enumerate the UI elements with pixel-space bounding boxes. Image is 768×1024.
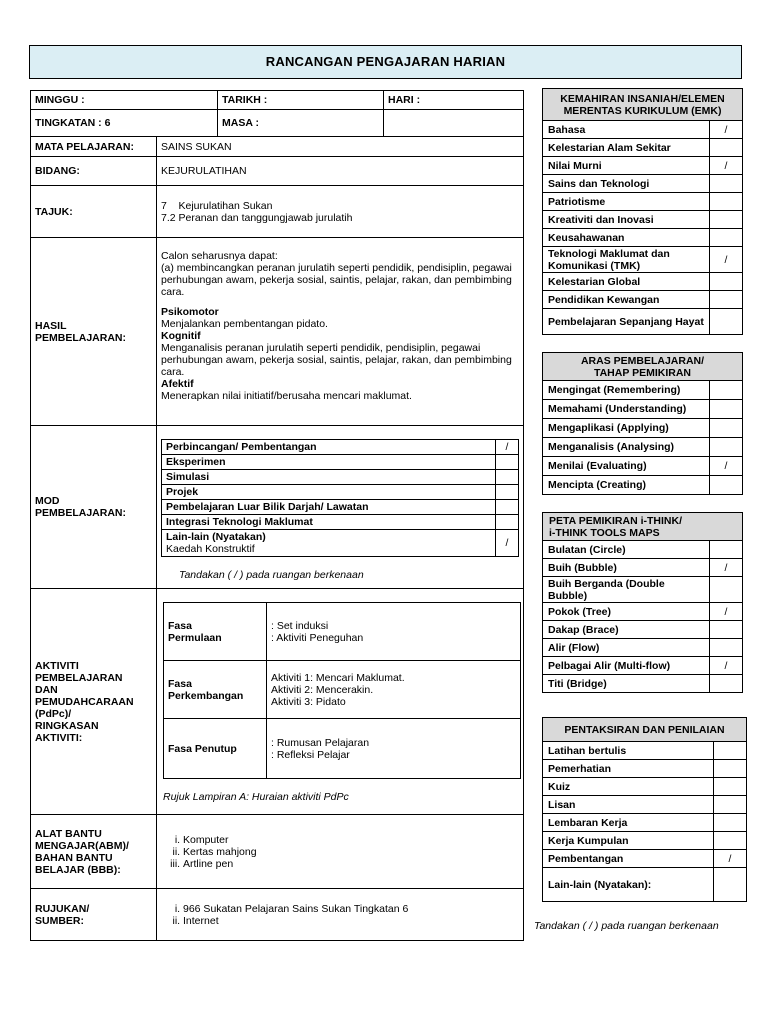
mod-item-label: Pembelajaran Luar Bilik Darjah/ Lawatan xyxy=(162,500,496,515)
peta-item-checkbox[interactable] xyxy=(710,639,743,657)
abm-label-line: MENGAJAR(ABM)/ xyxy=(35,839,129,852)
pentaksiran-item-checkbox[interactable] xyxy=(714,868,747,902)
pentaksiran-item xyxy=(543,778,747,796)
peta-item-label: Titi (Bridge) xyxy=(543,675,710,693)
masa-value xyxy=(384,110,524,137)
fasa-perkembangan-value xyxy=(267,661,521,719)
abm-item: ii. Kertas mahjong xyxy=(183,846,519,858)
mod-item-checkbox[interactable] xyxy=(496,500,519,515)
fasa-permulaan-v2: : Aktiviti Peneguhan xyxy=(271,631,364,644)
mata-pelajaran-value: SAINS SUKAN xyxy=(157,137,524,157)
pentaksiran-header: PENTAKSIRAN DAN PENILAIAN xyxy=(543,718,747,742)
peta-item-label: Pokok (Tree) xyxy=(543,603,710,621)
mod-label xyxy=(31,426,157,589)
emk-header-line-2: MERENTAS KURIKULUM (EMK) xyxy=(563,104,722,117)
bidang-value: KEJURULATIHAN xyxy=(157,157,524,186)
emk-item xyxy=(543,291,743,309)
aras-item-checkbox[interactable] xyxy=(710,438,743,457)
emk-item-label: Kelestarian Global xyxy=(543,273,710,291)
aktiviti-label-line: DAN xyxy=(35,683,58,696)
rujukan-label-line: RUJUKAN/ xyxy=(35,902,90,915)
aktiviti-1: Aktiviti 1: Mencari Maklumat. xyxy=(271,671,405,684)
tingkatan-label: TINGKATAN : 6 xyxy=(31,110,218,137)
rujukan-label-line: SUMBER: xyxy=(35,914,84,927)
aras-item-label: Menilai (Evaluating) xyxy=(543,457,710,476)
pentaksiran-item-label: Lisan xyxy=(543,796,714,814)
fasa-permulaan-l1: Fasa xyxy=(168,619,192,632)
pentaksiran-item-checkbox[interactable] xyxy=(714,742,747,760)
peta-header-line-2: i-THINK TOOLS MAPS xyxy=(549,526,660,539)
peta-item-checkbox[interactable] xyxy=(710,675,743,693)
emk-item-checkbox[interactable]: / xyxy=(710,247,743,273)
pentaksiran-item-label: Kerja Kumpulan xyxy=(543,832,714,850)
lesson-details-table xyxy=(30,136,524,941)
aktiviti-label-line: AKTIVITI xyxy=(35,659,79,672)
aras-item-checkbox[interactable] xyxy=(710,400,743,419)
pentaksiran-item-checkbox[interactable] xyxy=(714,814,747,832)
tajuk-label: TAJUK: xyxy=(31,186,157,238)
aktiviti-label xyxy=(31,589,157,815)
emk-item xyxy=(543,273,743,291)
aktiviti-2: Aktiviti 2: Mencerakin. xyxy=(271,683,374,696)
peta-item xyxy=(543,675,743,693)
fasa-penutup-label: Fasa Penutup xyxy=(164,719,267,779)
emk-item-checkbox[interactable]: / xyxy=(710,157,743,175)
hasil-intro: Calon seharusnya dapat: xyxy=(161,250,278,262)
psikomotor-heading: Psikomotor xyxy=(161,306,219,318)
pentaksiran-table xyxy=(542,717,747,902)
pentaksiran-item xyxy=(543,742,747,760)
emk-item-checkbox[interactable]: / xyxy=(710,121,743,139)
mod-item-label: Perbincangan/ Pembentangan xyxy=(162,440,496,455)
emk-item xyxy=(543,175,743,193)
fasa-penutup-v1: : Rumusan Pelajaran xyxy=(271,736,370,749)
peta-item xyxy=(543,541,743,559)
emk-item xyxy=(543,247,743,273)
tajuk-line-1: 7 Kejurulatihan Sukan xyxy=(161,199,273,212)
emk-item xyxy=(543,309,743,335)
peta-item-checkbox[interactable]: / xyxy=(710,603,743,621)
aktiviti-label-line: PEMUDAHCARAAN xyxy=(35,695,134,708)
afektif-heading: Afektif xyxy=(161,378,194,390)
mata-pelajaran-label: MATA PELAJARAN: xyxy=(31,137,157,157)
fasa-permulaan-l2: Permulaan xyxy=(168,631,222,644)
mod-item-lain xyxy=(162,530,519,557)
emk-item xyxy=(543,193,743,211)
aktiviti-label-line: AKTIVITI: xyxy=(35,731,83,744)
aras-item-label: Mengingat (Remembering) xyxy=(543,381,710,400)
emk-item-checkbox[interactable] xyxy=(710,273,743,291)
peta-header xyxy=(543,513,743,541)
aras-item xyxy=(543,438,743,457)
emk-item-label: Patriotisme xyxy=(543,193,710,211)
abm-item: i. Komputer xyxy=(183,834,519,846)
emk-item xyxy=(543,157,743,175)
emk-header-line-1: KEMAHIRAN INSANIAH/ELEMEN xyxy=(560,92,725,105)
emk-item-checkbox[interactable] xyxy=(710,211,743,229)
emk-item-label: Nilai Murni xyxy=(543,157,710,175)
aras-item-label: Memahami (Understanding) xyxy=(543,400,710,419)
fasa-permulaan-value xyxy=(267,603,521,661)
aktiviti-label-line: RINGKASAN xyxy=(35,719,99,732)
mod-item-checkbox[interactable] xyxy=(496,470,519,485)
emk-item xyxy=(543,121,743,139)
pentaksiran-item-checkbox[interactable] xyxy=(714,796,747,814)
emk-item-label: Kreativiti dan Inovasi xyxy=(543,211,710,229)
mod-label-line-1: MOD xyxy=(35,495,60,507)
mod-lain-label: Lain-lain (Nyatakan) xyxy=(166,531,266,543)
mod-lain-checkbox[interactable]: / xyxy=(496,530,519,557)
aras-header-line-2: TAHAP PEMIKIRAN xyxy=(593,366,692,379)
kognitif-heading: Kognitif xyxy=(161,330,201,342)
mod-value xyxy=(157,426,524,589)
pentaksiran-item-label: Lembaran Kerja xyxy=(543,814,714,832)
peta-item-checkbox[interactable] xyxy=(710,621,743,639)
aras-item-checkbox[interactable] xyxy=(710,476,743,495)
hasil-label-line-1: HASIL xyxy=(35,319,67,332)
mod-item-checkbox[interactable] xyxy=(496,485,519,500)
rujukan-item: ii. Internet xyxy=(183,915,519,927)
abm-label xyxy=(31,815,157,889)
emk-item-checkbox[interactable] xyxy=(710,229,743,247)
lesson-plan-table xyxy=(30,90,524,137)
peta-item-label: Pelbagai Alir (Multi-flow) xyxy=(543,657,710,675)
emk-item-label: Kelestarian Alam Sekitar xyxy=(543,139,710,157)
pentaksiran-item-checkbox[interactable]: / xyxy=(714,850,747,868)
rujukan-label xyxy=(31,889,157,941)
mod-item-checkbox[interactable]: / xyxy=(496,440,519,455)
pentaksiran-item-label: Kuiz xyxy=(543,778,714,796)
pentaksiran-item xyxy=(543,850,747,868)
afektif-text: Menerapkan nilai initiatif/berusaha mencari maklumat. xyxy=(161,390,412,402)
aras-table xyxy=(542,352,743,495)
pentaksiran-item-checkbox[interactable] xyxy=(714,832,747,850)
abm-label-line: BAHAN BANTU xyxy=(35,851,113,864)
pentaksiran-item xyxy=(543,796,747,814)
aras-item-label: Mencipta (Creating) xyxy=(543,476,710,495)
peta-table xyxy=(542,512,743,693)
mod-item xyxy=(162,500,519,515)
rujukan-value xyxy=(157,889,524,941)
pentaksiran-item-checkbox[interactable] xyxy=(714,778,747,796)
aras-item-label: Mengaplikasi (Applying) xyxy=(543,419,710,438)
tarikh-label: TARIKH : xyxy=(218,91,384,110)
mod-item xyxy=(162,455,519,470)
mod-item-checkbox[interactable] xyxy=(496,515,519,530)
emk-item-label: Teknologi Maklumat dan Komunikasi (TMK) xyxy=(543,247,710,273)
kognitif-text: Menganalisis peranan jurulatih seperti pendidik, pendisiplin, pegawai perhubungan awam, pekerja sosial, saintis, pelajar, rakan, dan pembimbing cara. xyxy=(161,342,512,378)
aktiviti-table xyxy=(163,602,521,779)
abm-label-line: ALAT BANTU xyxy=(35,827,102,840)
emk-item-checkbox[interactable] xyxy=(710,175,743,193)
peta-item-checkbox[interactable] xyxy=(710,577,743,603)
peta-item xyxy=(543,621,743,639)
mod-lain-value: Kaedah Konstruktif xyxy=(166,543,255,555)
mod-item-checkbox[interactable] xyxy=(496,455,519,470)
emk-item-label: Pendidikan Kewangan xyxy=(543,291,710,309)
peta-item xyxy=(543,577,743,603)
mod-item xyxy=(162,470,519,485)
aktiviti-label-line: PEMBELAJARAN xyxy=(35,671,123,684)
aras-item-label: Menganalisis (Analysing) xyxy=(543,438,710,457)
pentaksiran-item xyxy=(543,868,747,902)
peta-item-checkbox[interactable]: / xyxy=(710,657,743,675)
mod-lain-cell xyxy=(162,530,496,557)
pentaksiran-item xyxy=(543,832,747,850)
pentaksiran-item-label: Lain-lain (Nyatakan): xyxy=(543,868,714,902)
aras-item-checkbox[interactable] xyxy=(710,419,743,438)
aras-item xyxy=(543,400,743,419)
emk-header xyxy=(543,89,743,121)
emk-item xyxy=(543,139,743,157)
aras-item xyxy=(543,457,743,476)
page-title: RANCANGAN PENGAJARAN HARIAN xyxy=(29,45,742,79)
hasil-label-line-2: PEMBELAJARAN: xyxy=(35,331,127,344)
aras-item-checkbox[interactable] xyxy=(710,381,743,400)
peta-item-checkbox[interactable]: / xyxy=(710,559,743,577)
fasa-permulaan-label xyxy=(164,603,267,661)
emk-table xyxy=(542,88,743,335)
aktiviti-note: Rujuk Lampiran A: Huraian aktiviti PdPc xyxy=(163,791,349,803)
mod-item-label: Projek xyxy=(162,485,496,500)
peta-item xyxy=(543,657,743,675)
fasa-permulaan-v1: : Set induksi xyxy=(271,619,329,632)
emk-item xyxy=(543,229,743,247)
abm-label-line: BELAJAR (BBB): xyxy=(35,863,121,876)
peta-item-label: Alir (Flow) xyxy=(543,639,710,657)
tajuk-line-2: 7.2 Peranan dan tanggungjawab jurulatih xyxy=(161,211,353,224)
hari-label: HARI : xyxy=(384,91,524,110)
fasa-perkembangan-label xyxy=(164,661,267,719)
fasa-penutup-v2: : Refleksi Pelajar xyxy=(271,748,350,761)
peta-item-label: Buih Berganda (Double Bubble) xyxy=(543,577,710,603)
mod-item-label: Integrasi Teknologi Maklumat xyxy=(162,515,496,530)
masa-label: MASA : xyxy=(218,110,384,137)
peta-item-label: Bulatan (Circle) xyxy=(543,541,710,559)
pentaksiran-item-label: Pemerhatian xyxy=(543,760,714,778)
peta-item xyxy=(543,603,743,621)
bidang-label: BIDANG: xyxy=(31,157,157,186)
aktiviti-label-line: (PdPc)/ xyxy=(35,707,72,720)
emk-item-checkbox[interactable] xyxy=(710,193,743,211)
pentaksiran-item xyxy=(543,760,747,778)
aras-item xyxy=(543,381,743,400)
hasil-value xyxy=(157,238,524,426)
fasa-penutup-value xyxy=(267,719,521,779)
psikomotor-text: Menjalankan pembentangan pidato. xyxy=(161,318,328,330)
emk-item-label: Sains dan Teknologi xyxy=(543,175,710,193)
emk-item-label: Bahasa xyxy=(543,121,710,139)
emk-item-checkbox[interactable] xyxy=(710,139,743,157)
emk-item-label: Keusahawanan xyxy=(543,229,710,247)
aras-header xyxy=(543,353,743,381)
fasa-perkembangan-l2: Perkembangan xyxy=(168,689,244,702)
pentaksiran-note: Tandakan ( / ) pada ruangan berkenaan xyxy=(534,920,719,932)
fasa-perkembangan-l1: Fasa xyxy=(168,677,192,690)
hasil-label xyxy=(31,238,157,426)
mod-checklist xyxy=(161,439,519,557)
mod-item-label: Simulasi xyxy=(162,470,496,485)
peta-item xyxy=(543,559,743,577)
emk-item-label: Pembelajaran Sepanjang Hayat xyxy=(543,309,710,335)
mod-item-label: Eksperimen xyxy=(162,455,496,470)
abm-value xyxy=(157,815,524,889)
pentaksiran-item xyxy=(543,814,747,832)
peta-item-label: Dakap (Brace) xyxy=(543,621,710,639)
tajuk-value xyxy=(157,186,524,238)
mod-item xyxy=(162,485,519,500)
pentaksiran-item-checkbox[interactable] xyxy=(714,760,747,778)
peta-header-line-1: PETA PEMIKIRAN i-THINK/ xyxy=(549,514,682,527)
aras-item xyxy=(543,419,743,438)
emk-item-checkbox[interactable] xyxy=(710,309,743,335)
emk-item-checkbox[interactable] xyxy=(710,291,743,309)
aktiviti-3: Aktiviti 3: Pidato xyxy=(271,695,346,708)
peta-item-label: Buih (Bubble) xyxy=(543,559,710,577)
aras-header-line-1: ARAS PEMBELAJARAN/ xyxy=(580,354,705,367)
aktiviti-value xyxy=(157,589,524,815)
hasil-objective-a: (a) membincangkan peranan jurulatih seperti pendidik, pendisiplin, pegawai perhubungan awam, pekerja sosial, saintis, pelajar, rakan, dan pembimbing cara. xyxy=(161,262,512,298)
pentaksiran-item-label: Pembentangan xyxy=(543,850,714,868)
peta-item xyxy=(543,639,743,657)
emk-item xyxy=(543,211,743,229)
mod-item xyxy=(162,440,519,455)
mod-note: Tandakan ( / ) pada ruangan berkenaan xyxy=(179,569,364,581)
peta-item-checkbox[interactable] xyxy=(710,541,743,559)
mod-label-line-2: PEMBELAJARAN: xyxy=(35,507,127,519)
minggu-label: MINGGU : xyxy=(31,91,218,110)
rujukan-item: i. 966 Sukatan Pelajaran Sains Sukan Tingkatan 6 xyxy=(183,903,519,915)
aras-item-checkbox[interactable]: / xyxy=(710,457,743,476)
mod-item xyxy=(162,515,519,530)
abm-item: iii. Artline pen xyxy=(183,858,519,870)
pentaksiran-item-label: Latihan bertulis xyxy=(543,742,714,760)
aras-item xyxy=(543,476,743,495)
